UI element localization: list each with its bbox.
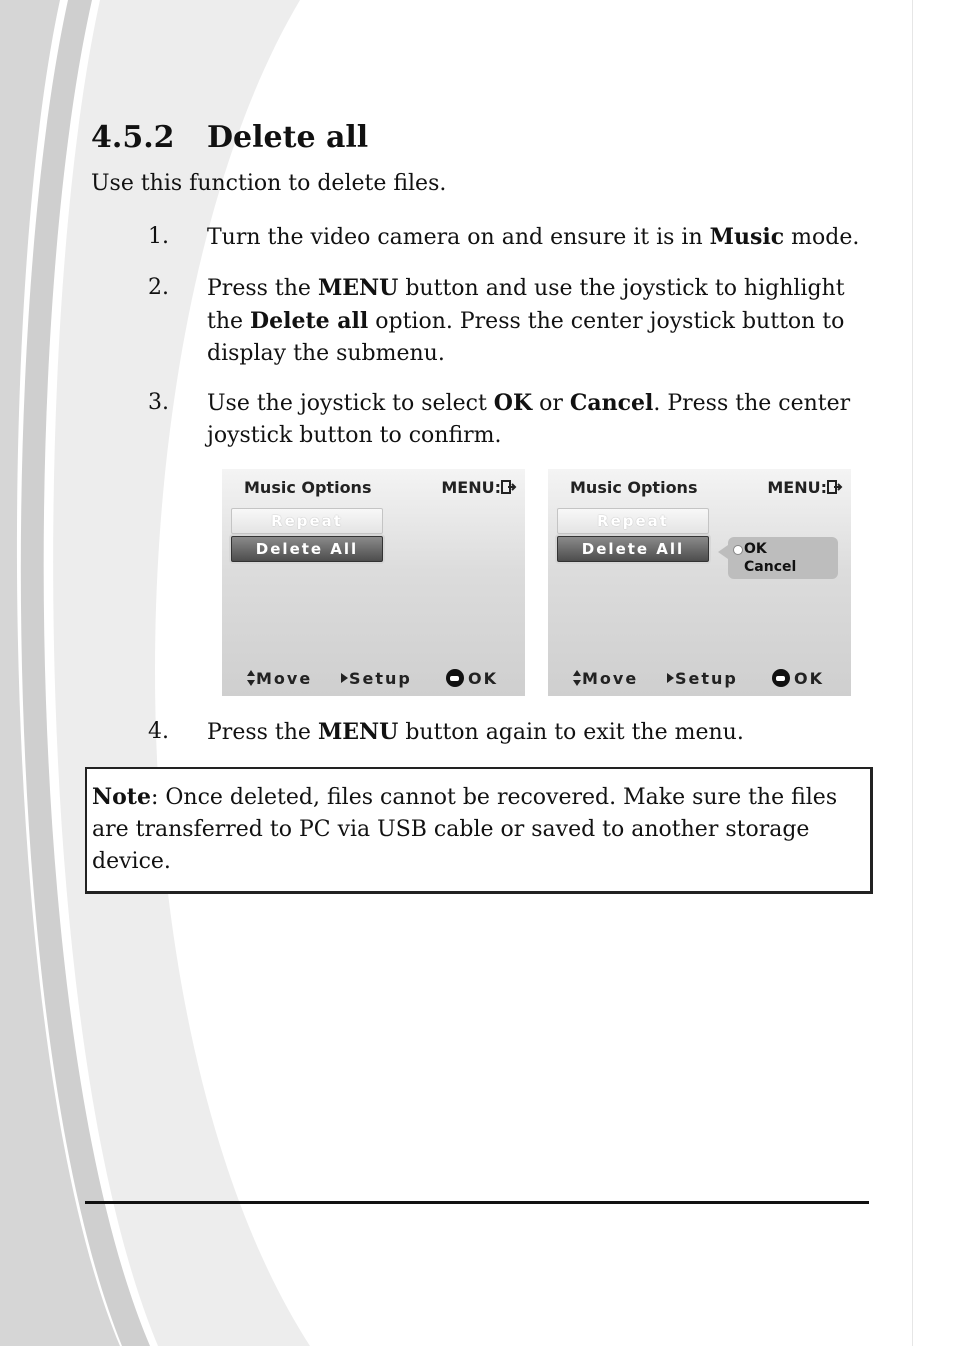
right-arrow-icon [666,672,675,684]
submenu-cancel[interactable]: Cancel [744,559,797,575]
selection-dot-icon [733,545,743,555]
updown-arrow-icon [246,669,256,687]
step-number: 2. [148,275,169,300]
footer-rule [85,1201,869,1204]
note-label: Note [92,784,151,810]
step-number: 1. [148,224,169,249]
ok-button-icon [772,669,790,687]
step-text: Turn the video camera on and ensure it is in Music mode. [207,224,860,250]
step-number: 3. [148,390,169,415]
right-arrow-icon [340,672,349,684]
step-text: Press the MENU button again to exit the menu. [207,719,744,745]
note-text: : Once deleted, files cannot be recovered. Make sure the files are transferred to PC via USB cable or saved to another storage device. [92,785,838,874]
step-text: Press the MENU button and use the joystick to highlight the Delete all option. Press the center joystick button to display the submenu. [207,275,845,366]
footer-ok: OK [446,669,498,688]
option-delete-all[interactable]: Delete All [231,536,383,562]
section-heading [91,120,368,155]
ok-button-icon [446,669,464,687]
section-title: Delete all [207,120,369,155]
section-number: 4.5.2 [91,120,175,155]
intro-text: Use this function to delete files. [91,171,447,196]
exit-icon [501,480,517,494]
screen-music-options [222,469,525,696]
footer-setup: Setup [340,669,412,688]
footer-setup: Setup [666,669,738,688]
step-number: 4. [148,719,169,744]
option-repeat[interactable]: Repeat [231,508,383,534]
option-repeat[interactable]: Repeat [557,508,709,534]
footer-ok: OK [772,669,824,688]
step-text: Use the joystick to select OK or Cancel. Press the center joystick button to confirm. [207,390,851,448]
screen-title: Music Options [244,478,372,497]
submenu-ok[interactable]: OK [744,541,767,557]
exit-icon [827,480,843,494]
screen-title: Music Options [570,478,698,497]
footer-move: Move [246,669,312,688]
screen-delete-submenu [548,469,851,696]
note-box [85,767,873,894]
submenu-popup [728,537,838,579]
screen-menu-hint: MENU: [441,478,517,497]
screen-menu-hint: MENU: [767,478,843,497]
option-delete-all[interactable]: Delete All [557,536,709,562]
footer-move: Move [572,669,638,688]
updown-arrow-icon [572,669,582,687]
